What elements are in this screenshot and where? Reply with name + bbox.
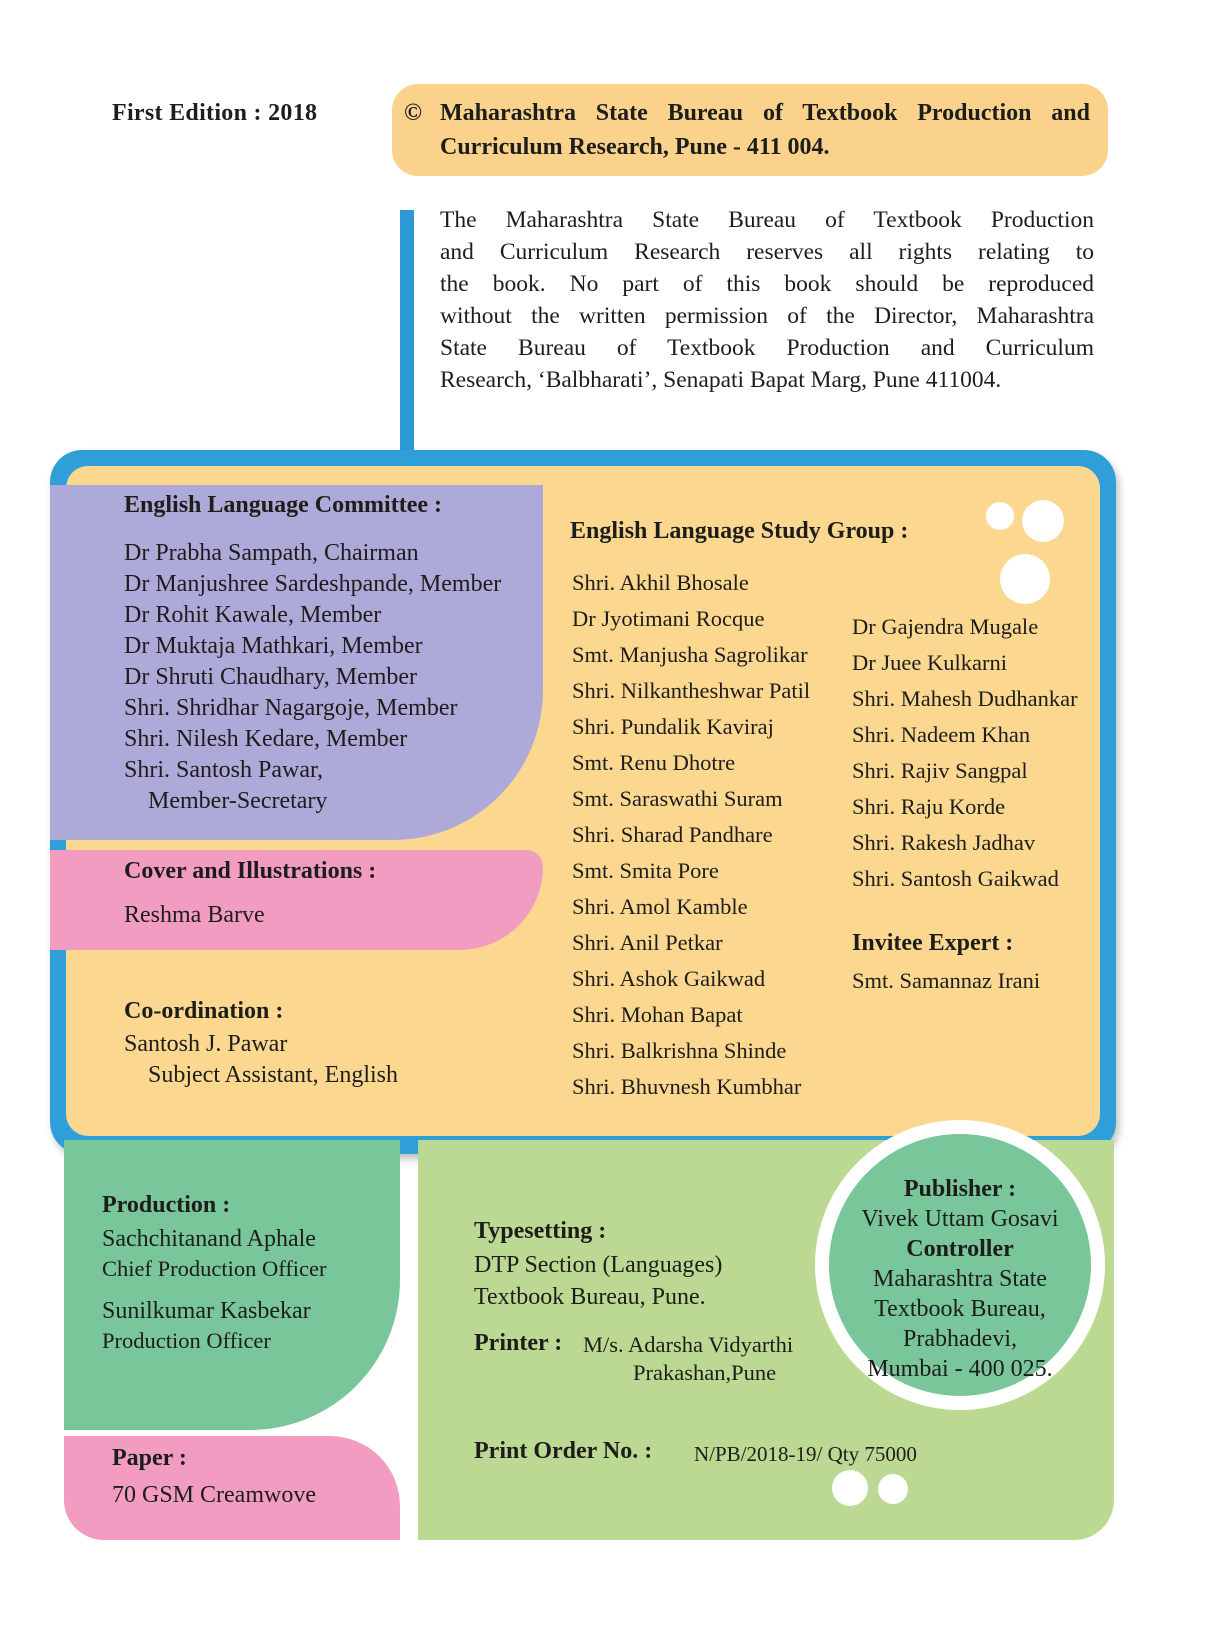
production-role: Production Officer — [102, 1328, 271, 1353]
paper-value: 70 GSM Creamwove — [112, 1482, 316, 1508]
print-order-value: N/PB/2018-19/ Qty 75000 — [694, 1442, 917, 1466]
publisher-name: Vivek Uttam Gosavi — [861, 1206, 1059, 1232]
bubble-decoration — [878, 1474, 908, 1504]
rights-notice-line: and Curriculum Research reserves all rights relating to — [440, 239, 1094, 265]
rights-notice-line: Research, ‘Balbharati’, Senapati Bapat Marg, Pune 411004. — [440, 367, 1002, 393]
publisher-org: Maharashtra State — [873, 1266, 1047, 1292]
print-order-heading: Print Order No. : — [474, 1438, 653, 1464]
committee-member: Dr Prabha Sampath, Chairman — [124, 540, 419, 566]
study-group-member: Shri. Ashok Gaikwad — [572, 966, 766, 991]
production-person: Sachchitanand Aphale — [102, 1226, 316, 1252]
production-person: Sunilkumar Kasbekar — [102, 1298, 311, 1324]
copyright-box — [392, 84, 1108, 176]
study-group-member: Dr Jyotimani Rocque — [572, 606, 765, 631]
study-group-member: Shri. Nadeem Khan — [852, 722, 1031, 747]
committee-panel — [50, 485, 543, 840]
committee-member: Dr Muktaja Mathkari, Member — [124, 633, 423, 659]
bubble-decoration — [1022, 500, 1064, 542]
study-group-member: Shri. Rajiv Sangpal — [852, 758, 1028, 783]
rights-notice-line: without the written permission of the Director, Maharashtra — [440, 303, 1094, 329]
coordination-heading: Co-ordination : — [124, 998, 284, 1024]
production-heading: Production : — [102, 1192, 231, 1218]
typesetting-heading: Typesetting : — [474, 1218, 607, 1244]
study-group-member: Shri. Santosh Gaikwad — [852, 866, 1059, 891]
coordination-role: Subject Assistant, English — [148, 1062, 399, 1088]
cover-artist: Reshma Barve — [124, 902, 265, 928]
committee-member: Dr Rohit Kawale, Member — [124, 602, 382, 628]
bubble-decoration — [832, 1470, 868, 1506]
committee-member: Shri. Nilesh Kedare, Member — [124, 726, 408, 752]
study-group-member: Shri. Akhil Bhosale — [572, 570, 749, 595]
study-group-member: Shri. Balkrishna Shinde — [572, 1038, 787, 1063]
rights-notice-line: The Maharashtra State Bureau of Textbook Production — [440, 207, 1094, 233]
rights-notice-line: State Bureau of Textbook Production and Curriculum — [440, 335, 1094, 361]
study-group-member: Smt. Saraswathi Suram — [572, 786, 783, 811]
study-group-member: Shri. Amol Kamble — [572, 894, 748, 919]
copyright-line-2: Curriculum Research, Pune - 411 004. — [440, 134, 830, 160]
publisher-title: Controller — [906, 1236, 1014, 1262]
coordination-name: Santosh J. Pawar — [124, 1031, 288, 1057]
study-group-member: Dr Gajendra Mugale — [852, 614, 1039, 639]
study-group-member: Shri. Sharad Pandhare — [572, 822, 773, 847]
printer-line: Prakashan,Pune — [633, 1360, 777, 1385]
study-group-member: Shri. Mohan Bapat — [572, 1002, 743, 1027]
committee-member: Dr Manjushree Sardeshpande, Member — [124, 571, 502, 597]
production-role: Chief Production Officer — [102, 1256, 327, 1281]
edition-text: First Edition : 2018 — [112, 100, 318, 126]
decorative-blue-bar — [400, 210, 414, 455]
bubble-decoration — [986, 502, 1014, 530]
copyright-line-1: Maharashtra State Bureau of Textbook Production and — [440, 100, 1090, 126]
study-group-member: Shri. Rakesh Jadhav — [852, 830, 1036, 855]
committee-heading: English Language Committee : — [124, 492, 442, 518]
bubble-decoration — [1000, 554, 1050, 604]
publisher-org: Textbook Bureau, — [874, 1296, 1046, 1322]
study-group-member: Shri. Bhuvnesh Kumbhar — [572, 1074, 802, 1099]
invitee-name: Smt. Samannaz Irani — [852, 968, 1041, 993]
printer-heading: Printer : — [474, 1330, 563, 1356]
copyright-symbol: © — [404, 100, 422, 126]
committee-member: Shri. Santosh Pawar, — [124, 757, 324, 783]
rights-notice-line: the book. No part of this book should be reproduced — [440, 271, 1094, 297]
committee-member: Dr Shruti Chaudhary, Member — [124, 664, 418, 690]
publisher-heading: Publisher : — [903, 1176, 1017, 1202]
study-group-heading: English Language Study Group : — [570, 518, 909, 544]
production-panel — [64, 1140, 400, 1430]
committee-member: Member-Secretary — [148, 788, 328, 814]
study-group-member: Shri. Anil Petkar — [572, 930, 723, 955]
study-group-member: Shri. Pundalik Kaviraj — [572, 714, 774, 739]
printer-line: M/s. Adarsha Vidyarthi — [583, 1332, 794, 1357]
typesetting-line: Textbook Bureau, Pune. — [474, 1284, 706, 1310]
study-group-member: Shri. Raju Korde — [852, 794, 1006, 819]
study-group-member: Smt. Renu Dhotre — [572, 750, 736, 775]
study-group-member: Shri. Mahesh Dudhankar — [852, 686, 1078, 711]
study-group-member: Smt. Smita Pore — [572, 858, 719, 883]
cover-heading: Cover and Illustrations : — [124, 858, 377, 884]
study-group-member: Shri. Nilkantheshwar Patil — [572, 678, 811, 703]
invitee-heading: Invitee Expert : — [852, 930, 1014, 956]
committee-member: Shri. Shridhar Nagargoje, Member — [124, 695, 458, 721]
publisher-org: Prabhadevi, — [903, 1326, 1017, 1352]
study-group-member: Smt. Manjusha Sagrolikar — [572, 642, 808, 667]
paper-heading: Paper : — [112, 1445, 187, 1471]
typesetting-line: DTP Section (Languages) — [474, 1252, 723, 1278]
publisher-org: Mumbai - 400 025. — [867, 1356, 1053, 1382]
study-group-member: Dr Juee Kulkarni — [852, 650, 1007, 675]
